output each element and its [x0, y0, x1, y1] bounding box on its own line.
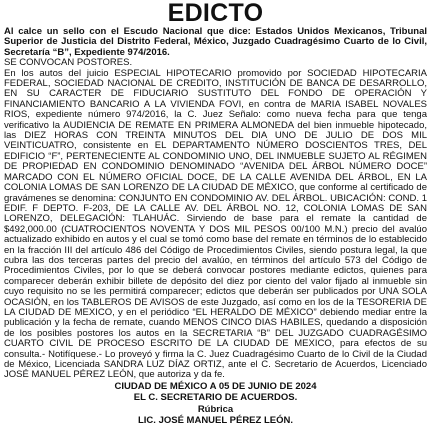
signature-rubric: Rúbrica: [197, 403, 234, 415]
notice-body: En los autos del juicio ESPECIAL HIPOTECARIO promovido por SOCIEDAD HIPOTECARIA FEDERAL, SOCIEDAD NACIONAL DE CREDITO, INSTITUCIÓN DE BANCA DE DESARROLLO, EN SU CARACTER DE FIDUCIARIO SUSTITUTO DEL FONDO DE OPERACIÓN Y FINANCIAMIENTO BANCARIO A LA VIVIENDA FOVI, en contra de MARIA ISABEL NOVALES RIOS, expediente número 974/2016, la C. Juez Señalo: como nueva fecha para que tenga verificativo la AUDIENCIA DE REMATE EN PRIMERA ALMONEDA del bien inmueble hipotecado, las DIEZ HORAS CON TREINTA MINUTOS DEL DIA UNO DE JULIO DE DOS MIL VEINTICUATRO, consistente en EL DEPARTAMENTO NÚMERO DOSCIENTOS TRES, DEL EDIFICIO “F”, PERTENECIENTE AL CONDOMINIO UNO, DEL INMUEBLE SUJETO AL RÉGIMEN DE PROPIEDAD EN CONDOMINIO DENOMINADO “AVENIDA DEL ÁRBOL NÚMERO DOCE” MARCADO CON EL NÚMERO OFICIAL DOCE, DE LA CALLE AVENIDA DEL ÁRBOL, EN LA COLONIA LOMAS DE SAN LORENZO DE LA CIUDAD DE MÉXICO, que conforme al certificado de gravámenes se denomina: CONJUNTO EN CONDOMINIO AV. DEL ÁRBOL. UBICACIÓN: COND. 1 EDIF. F DEPTO. F-203, DE LA CALLE AV. DEL ÁRBOL NO. 12, COLONIA LOMAS DE SAN LORENZO, DELEGACIÓN: TLAHUÁC. Sirviendo de base para el remate la cantidad de $492,000.00 (CUATROCIENTOS NOVENTA Y DOS MIL PESOS 00/100 M.N.) precio del avalúo actualizado exhibido en autos y el cual se tomó como base del remate en términos de lo establecido en la fracción III del artículo 486 del Código de Procedimientos Civiles, siendo postura legal, la que cubra las dos terceras partes del precio del avalúo, en términos del artículo 573 del Código de Procedimientos Civiles, por lo que se deberá convocar postores mediante edictos, quienes para comparecer deberán exhibir billete de depósito del diez por ciento del valor fijado al inmueble sin cuyo requisito no se les permitirá comparecer; edictos que deberán ser publicados por UNA SOLA OCASIÓN, en los TABLEROS DE AVISOS de este Juzgado, así como en los de la TESORERIA DE LA CIUDAD DE MEXICO, y en el periódico “EL HERALDO DE MÉXICO” debiendo mediar entre la publicación y la fecha de remate, cuando MENOS CINCO DIAS HABILES, quedando a disposición de los posibles postores los autos en la SECRETARIA “B” DEL JUZGADO CUADRAGÉSIMO CUARTO CIVIL DE PROCESO ESCRITO DE LA CIUDAD DE MEXICO, para efectos de su consulta.- Notifíquese.- Lo proveyó y firma la C. Juez Cuadragésimo Cuarto de lo Civil de la Ciudad de México, Licenciada SANDRA LUZ DÍAZ ORTIZ, ante el C. Secretario de Acuerdos, Licenciado JOSÉ MANUEL PÉREZ LEÓN, que autoriza y da fe.: [4, 67, 427, 381]
signature-place-date: CIUDAD DE MÉXICO A 05 DE JUNIO DE 2024: [114, 380, 317, 392]
notice-title: EDICTO: [167, 0, 264, 27]
notice-heading: Al calce un sello con el Escudo Nacional que dice: Estados Unidos Mexicanos, Tribunal Superior de Justicia del Distrito Federal, México, Juzgado Cuadragésimo Cuarto de lo Civil, Secretaría “B”, Expediente 974/2016.: [4, 26, 427, 58]
signature-name: LIC. JOSÉ MANUEL PÉREZ LEÓN.: [137, 415, 293, 427]
signature-block: [4, 381, 427, 427]
signature-role: EL C. SECRETARIO DE ACUERDOS.: [133, 392, 298, 404]
convocation-line: SE CONVOCAN POSTORES.: [4, 57, 133, 69]
